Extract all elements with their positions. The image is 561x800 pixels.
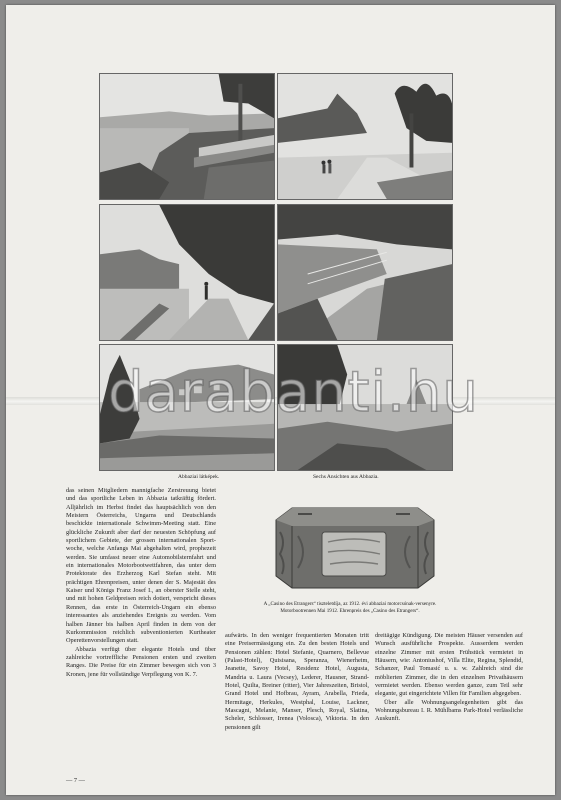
text-column-middle <box>225 632 369 772</box>
trophy-caption-line-1: A „Casino des Etrangers“ tiszteletdíja, az 1912. évi abbaziai motorcsónak-versenyre. <box>263 601 437 607</box>
column-middle-paragraph: aufwärts. In den weniger frequentierten Monaten tritt eine Preisermässigung ein. Zu den besten Hotels und Pensionen zählen: Hotel Stefanie, Quarnero, Bellevue (Palast-Hotel), Quisisana, Speranza, Wienerheim, Jeanette, Savoy Hotel, Residenz Hotel, Augusta, Mandria u. Laura (Vecsey), Lederer, Hausner, Strand-Hotel, Quilta, Breiner (ritter), Vier Jahreszeiten, Bristol, Grand Hotel und Hofbrau, Ayram, Arabella, Frieda, Hermitage, Herkules, Westphal, Louise, Lackner, Mascagni, Melanie, Manser, Plesch, Royal, Slatina, Scheler, Schlosser, Irenea (Volosca), Viktoria. In den pensionen gilt <box>225 632 369 731</box>
photo-caption-left: Abbaziai látképek. <box>178 474 220 480</box>
trophy-caption <box>230 601 470 615</box>
photo-palm-garden-image <box>278 74 452 199</box>
page-number: — 7 — <box>66 777 85 784</box>
photo-seaside-promenade <box>99 204 275 341</box>
photo-rocky-shore <box>277 344 453 471</box>
column-left-paragraph-1: das seinen Mitgliedern mannigfache Zerstreuung bietet und das sportliche Leben in Abbazia tatkräftig fördert. Alljährlich im Herbst findet das hauptsächlich von den Meistern Österreichs, Ungarns und Deutschlands beschickte internationale Schwimm-Meeting statt. Eine glückliche Zukunft aber darf der neuesten Schöpfung auf sportlichem Gebiete, der grossen internationalen Sportwoche, welche Anfangs Mai abgehalten wird, prophezeit werden. Sie umfasst neuer eine Automobilsternfahrt und ein internationales Motorbootwettfahren, das unter dem Protektorate des Erzherzog Karl Stefan steht. Mit prächtigen Ehrenpreisen, unter denen der S. Majestät des Kaiser und Königs Franz Josef I., an oberster Stelle steht, und mit hohen Geldpreisen reich dotiert, verspricht dieses Rennen, das erste in Österreich-Ungarn ein ebenso interessantes als anziehendes Ereignis zu werden. Vom halben Jänner bis halben April finden in dem von der Kurkommission reichlich subventionierten Kurtheater Operettenvorstellungen statt. <box>66 487 216 645</box>
text-column-left <box>66 487 216 775</box>
column-right-paragraph-2: Über alle Wohnungsangelegenheiten gibt das Wohnungsbureau I. R. Mühlbams Park-Hotel verlässliche Auskunft. <box>375 698 523 723</box>
watermark: darabanti.hu <box>108 360 479 425</box>
photo-trophy-casket <box>268 502 440 594</box>
text-column-right <box>375 632 523 772</box>
column-left-paragraph-2: Abbazia verfügt über elegante Hotels und über zahlreiche vortreffliche Pensionen ersten und zweiten Ranges. Die Preise für ein Zimmer bewegen sich von 3 Kronen, jene für vollständige Verpflegung von K. 7. <box>66 645 216 678</box>
photo-palm-garden <box>277 73 453 200</box>
brochure-page <box>6 5 555 795</box>
photo-bay-town <box>99 344 275 471</box>
trophy-caption-line-2: Motorbootrennen Mai 1912. Ehrenpreis des „Casino des Etrangers“. <box>280 608 420 614</box>
photo-rocky-shore-image <box>278 345 452 470</box>
photo-bay-town-image <box>100 345 274 470</box>
column-right-paragraph-1: dreitägige Kündigung. Die meisten Häuser versenden auf Wunsch ausführliche Prospekte. Ausserdem werden einzelne Zimmer mit ersten Frühstück vermietet in Häusern, wie: Antoniushof, Villa Elite, Regina, Splendid, Schanzer, Paul Tomasić u. s. w. Zahlreich sind die möblierten Zimmer, die in den einzelnen Privathäusern vermietet werden. Ebenso werden ganze, zum Teil sehr elegante, gut eingerichtete Villen für Familien abgegeben. <box>375 632 523 698</box>
trophy-casket-image <box>268 502 440 594</box>
photo-caption-right: Sechs Ansichten aus Abbazia. <box>313 474 379 480</box>
photo-coastal-pine <box>99 73 275 200</box>
photo-walled-path <box>277 204 453 341</box>
photo-seaside-promenade-image <box>100 205 274 340</box>
photo-walled-path-image <box>278 205 452 340</box>
photo-coastal-pine-image <box>100 74 274 199</box>
